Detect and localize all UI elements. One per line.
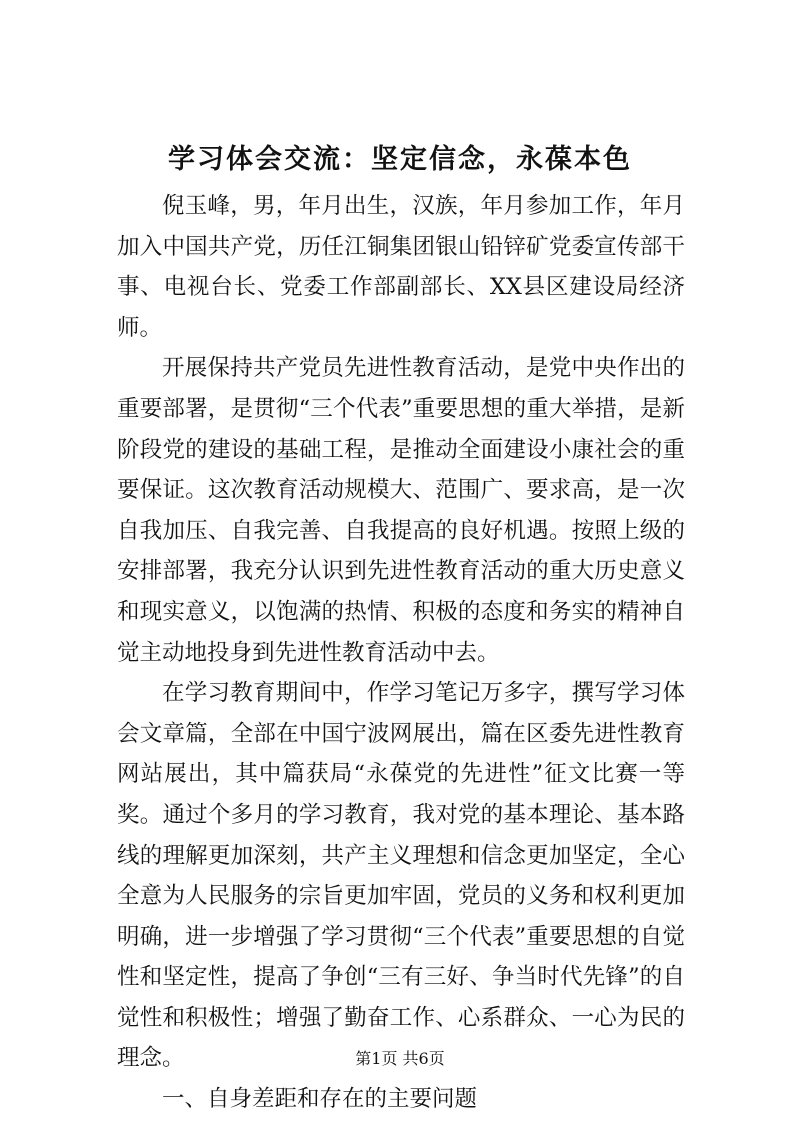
paragraph-campaign-significance: 开展保持共产党员先进性教育活动，是党中央作出的重要部署，是贯彻“三个代表”重要思想的重大举措，是新阶段党的建设的基础工程，是推动全面建设小康社会的重要保证。这次教育活动规模大、范围广、要求高，是一次自我加压、自我完善、自我提高的良好机遇。按照上级的安排部署，我充分认识到先进性教育活动的重大历史意义和现实意义，以饱满的热情、积极的态度和务实的精神自觉主动地投身到先进性教育活动中去。 — [117, 355, 685, 666]
paragraph-study-results: 在学习教育期间中，作学习笔记万多字，撰写学习体会文章篇，全部在中国宁波网展出，篇在区委先进性教育网站展出，其中篇获局“永葆党的先进性”征文比赛一等奖。通过个多月的学习教育，我对党的基本理论、基本路线的理解更加深刻，共产主义理想和信念更加坚定，全心全意为人民服务的宗旨更加牢固，党员的义务和权利更加明确，进一步增强了学习贯彻“三个代表”重要思想的自觉性和坚定性，提高了争创“三有三好、争当时代先锋”的自觉性和积极性；增强了勤奋工作、心系群众、一心为民的理念。 — [117, 680, 685, 1072]
document-title: 学习体会交流：坚定信念，永葆本色 — [168, 144, 632, 175]
section-heading-problems: 一、自身差距和存在的主要问题 — [162, 1086, 478, 1113]
document-body — [117, 186, 685, 1120]
paragraph-author-bio: 倪玉峰，男，年月出生，汉族，年月参加工作，年月加入中国共产党，历任江铜集团银山铅锌矿党委宣传部干事、电视台长、党委工作部副部长、XX县区建设局经济师。 — [117, 193, 685, 341]
page-number-footer: 第1页 共6页 — [355, 1049, 445, 1068]
